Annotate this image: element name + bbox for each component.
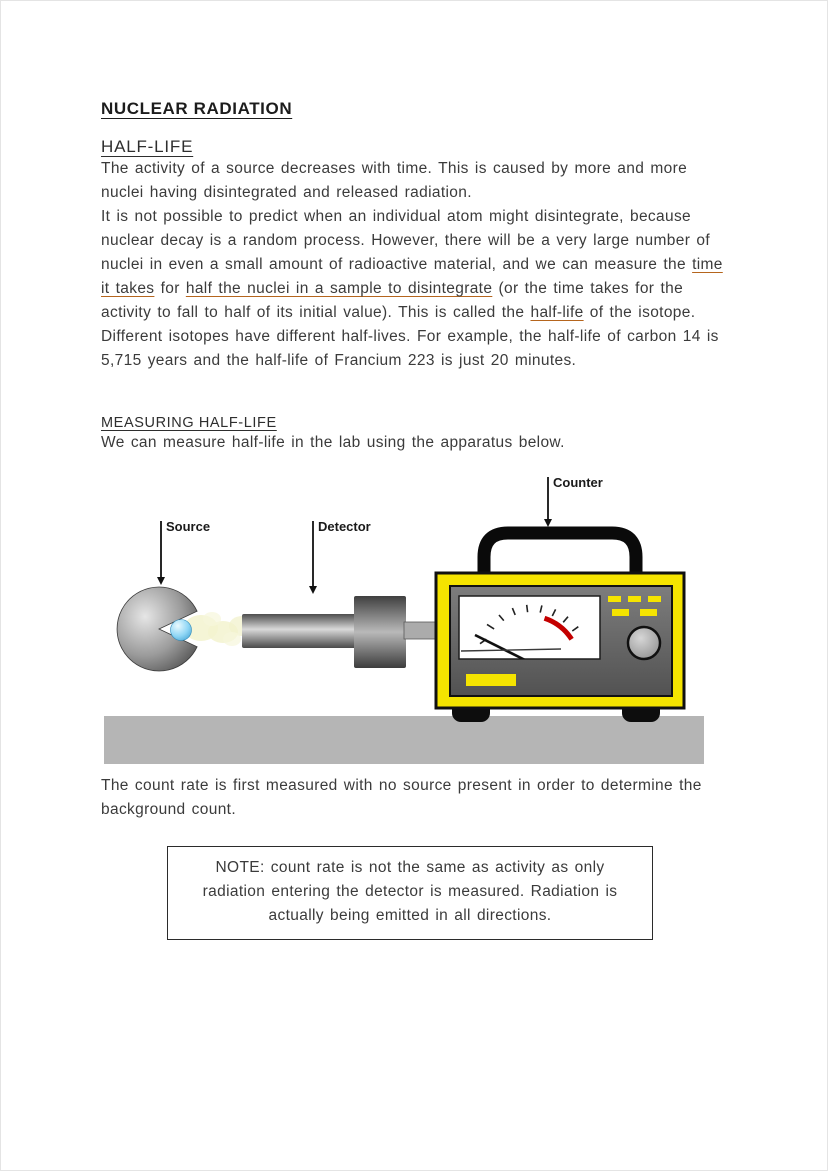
underlined-phrase: half-life [530, 304, 584, 321]
source-illustration [117, 587, 197, 671]
underlined-phrase: time it takes [101, 256, 723, 297]
detector-pointer-arrow-icon [309, 586, 317, 594]
label-strip [466, 674, 516, 686]
paragraph-isotopes: Different isotopes have different half-lives. For example, the half-life of carbon 14 is 5,715 years and the half-life of Francium 223 is just 20 minutes. [101, 328, 719, 369]
radioactive-pellet [171, 620, 192, 641]
paragraph-apparatus: We can measure half-life in the lab using the apparatus below. [101, 434, 565, 451]
source-callout [157, 519, 210, 585]
section-title-measuring: MEASURING HALF-LIFE [101, 415, 277, 431]
detector-callout [309, 519, 371, 594]
paragraph-text: It is not possible to predict when an individual atom might disintegrate, because nuclear decay is a random process. However, there will be a very large number of nuclei in even a small amount of radioactive material, and we can measure the [101, 208, 710, 273]
meter-display [459, 596, 600, 665]
paragraph-text: of the isotope. [583, 304, 696, 321]
paragraph-background-count: The count rate is first measured with no source present in order to determine the background count. [101, 777, 702, 818]
bench-surface [104, 716, 704, 764]
counter-illustration [436, 573, 684, 708]
document-content [101, 99, 733, 940]
paragraph-text: (or the time takes for the activity to fall to half of its initial value). This is called the [101, 280, 684, 321]
counter-label: Counter [553, 475, 603, 490]
connector-rod [404, 622, 438, 639]
detector-label: Detector [318, 519, 371, 534]
detector-illustration [242, 596, 438, 668]
source-label: Source [166, 519, 211, 534]
paragraph-activity: The activity of a source decreases with time. This is caused by more and more nuclei having disintegrated and released radiation. [101, 160, 688, 201]
note-box: NOTE: count rate is not the same as activity as only radiation entering the detector is measured. Radiation is actually being emitted in all directions. [167, 846, 653, 940]
apparatus-illustration [99, 469, 731, 769]
paragraph-text: for [154, 280, 186, 297]
control-knob [628, 627, 660, 659]
page-title: NUCLEAR RADIATION [101, 99, 293, 118]
source-pointer-arrow-icon [157, 577, 165, 585]
counter-callout [544, 475, 603, 527]
section-title-half-life: HALF-LIFE [101, 137, 194, 156]
underlined-phrase: half the nuclei in a sample to disintegrate [185, 280, 493, 297]
paragraph-random-process [101, 205, 733, 325]
apparatus-diagram [99, 469, 733, 774]
counter-pointer-arrow-icon [544, 519, 552, 527]
